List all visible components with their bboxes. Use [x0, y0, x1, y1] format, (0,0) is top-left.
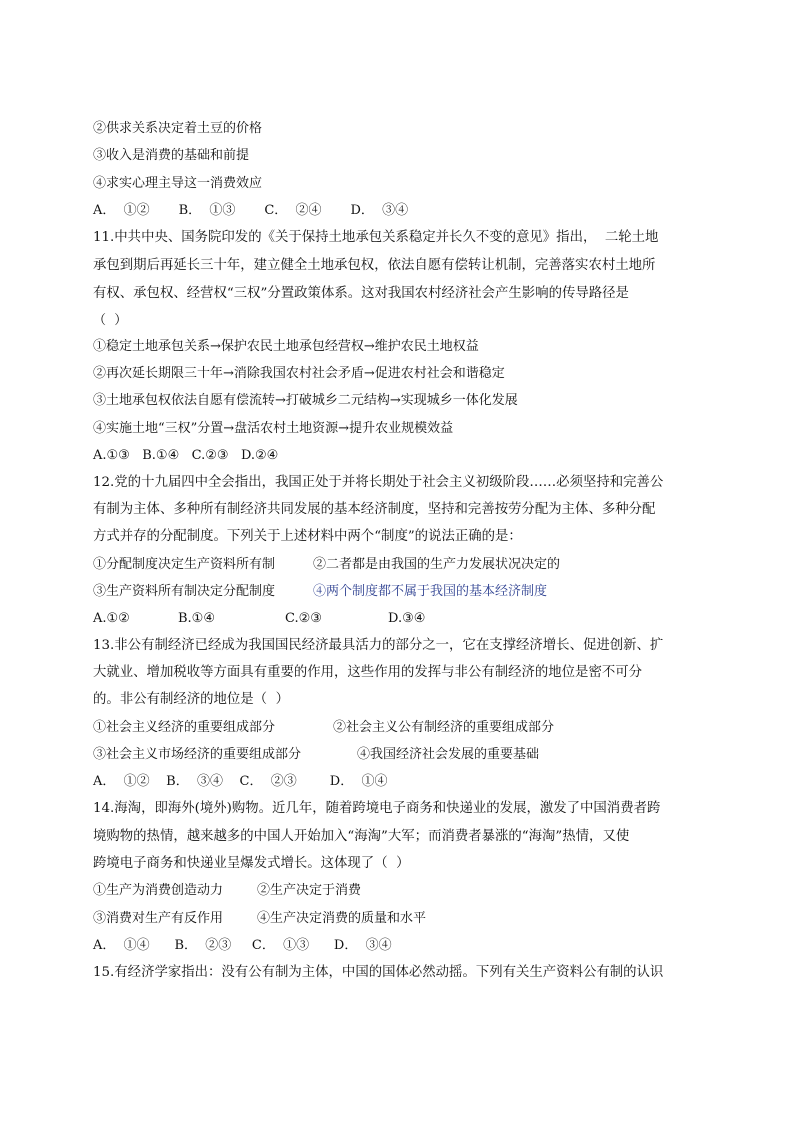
q10-option-3: ③收入是消费的基础和前提 — [93, 148, 250, 163]
q12-stem-line-2: 有制为主体、多种所有制经济共同发展的基本经济制度，坚持和完善按劳分配为主体、多种分配 — [93, 502, 656, 517]
q12-choice-c: C.②③ — [285, 611, 322, 626]
q13-stem-line-3: 的。非公有制经济的地位是（ ） — [93, 692, 289, 707]
q13-option-2: ②社会主义公有制经济的重要组成部分 — [333, 720, 555, 735]
q14-option-3: ③消费对生产有反作用 — [93, 911, 224, 926]
q11-stem-line-3: 有权、承包权、经营权“三权”分置政策体系。这对我国农村经济社会产生影响的传导路径是 — [93, 286, 629, 301]
q12-choice-a: A.①② — [93, 611, 130, 626]
q13-option-1: ①社会主义经济的重要组成部分 — [93, 720, 276, 735]
q13-stem-line-1: 13.非公有制经济已经成为我国国民经济最具活力的部分之一，它在支撑经济增长、促进创新、扩 — [93, 638, 664, 653]
q14-option-2: ②生产决定于消费 — [257, 883, 362, 898]
q11-option-4: ④实施土地“三权”分置→盘活农村土地资源→提升农业规模效益 — [93, 421, 454, 436]
q12-choice-d: D.③④ — [388, 611, 426, 626]
q10-option-2: ②供求关系决定着土豆的价格 — [93, 121, 263, 136]
q13-option-3: ③社会主义市场经济的重要组成部分 — [93, 747, 302, 762]
q11-choices: A.①③ B.①④ C.②③ D.②④ — [93, 448, 279, 463]
q11-stem-line-2: 承包到期后再延长三十年，建立健全土地承包权，依法自愿有偿转让机制，完善落实农村土地所 — [93, 258, 656, 273]
q13-option-4: ④我国经济社会发展的重要基础 — [357, 747, 540, 762]
q11-option-3: ③土地承包权依法自愿有偿流转→打破城乡二元结构→实现城乡一体化发展 — [93, 393, 518, 408]
q13-choices: A． ①② B． ③④ C． ②③ D． ①④ — [93, 774, 388, 789]
q11-option-1: ①稳定土地承包关系→保护农民土地承包经营权→维护农民土地权益 — [93, 339, 479, 354]
q14-stem-line-1: 14.海淘，即海外(境外)购物。近几年，随着跨境电子商务和快递业的发展，激发了中国消费者跨 — [93, 801, 661, 816]
q10-choices: A． ①② B． ①③ C． ②④ D． ③④ — [93, 203, 409, 218]
q12-option-2: ②二者都是由我国的生产力发展状况决定的 — [313, 557, 561, 572]
q14-choices: A． ①④ B． ②③ C． ①③ D． ③④ — [93, 938, 392, 953]
q14-option-1: ①生产为消费创造动力 — [93, 883, 224, 898]
q14-stem-line-2: 境购物的热情，越来越多的中国人开始加入“海淘”大军；而消费者暴涨的“海淘”热情，又使 — [93, 829, 630, 844]
q13-stem-line-2: 大就业、增加税收等方面具有重要的作用，这些作用的发挥与非公有制经济的地位是密不可分 — [93, 665, 643, 680]
q11-stem-line-4: （ ） — [93, 313, 128, 328]
q12-stem-line-3: 方式并存的分配制度。下列关于上述材料中两个“制度”的说法正确的是： — [93, 529, 522, 544]
q12-choice-b: B.①④ — [178, 611, 215, 626]
q14-stem-line-3: 跨境电子商务和快递业呈爆发式增长。这体现了（ ） — [93, 856, 410, 871]
q12-option-4: ④两个制度都不属于我国的基本经济制度 — [313, 584, 548, 599]
q12-stem-line-1: 12.党的十九届四中全会指出，我国正处于并将长期处于社会主义初级阶段……必须坚持和完善公 — [93, 475, 664, 490]
q11-option-2: ②再次延长期限三十年→消除我国农村社会矛盾→促进农村社会和谐稳定 — [93, 366, 505, 381]
q15-stem-line-1: 15.有经济学家指出：没有公有制为主体，中国的国体必然动摇。下列有关生产资料公有制的认识 — [93, 965, 664, 980]
q14-option-4: ④生产决定消费的质量和水平 — [257, 911, 427, 926]
q12-option-3: ③生产资料所有制决定分配制度 — [93, 584, 276, 599]
q12-option-1: ①分配制度决定生产资料所有制 — [93, 557, 276, 572]
q11-stem-line-1: 11.中共中央、国务院印发的《关于保持土地承包关系稳定并长久不变的意见》指出， 二轮土地 — [93, 230, 659, 245]
q10-option-4: ④求实心理主导这一消费效应 — [93, 176, 263, 191]
